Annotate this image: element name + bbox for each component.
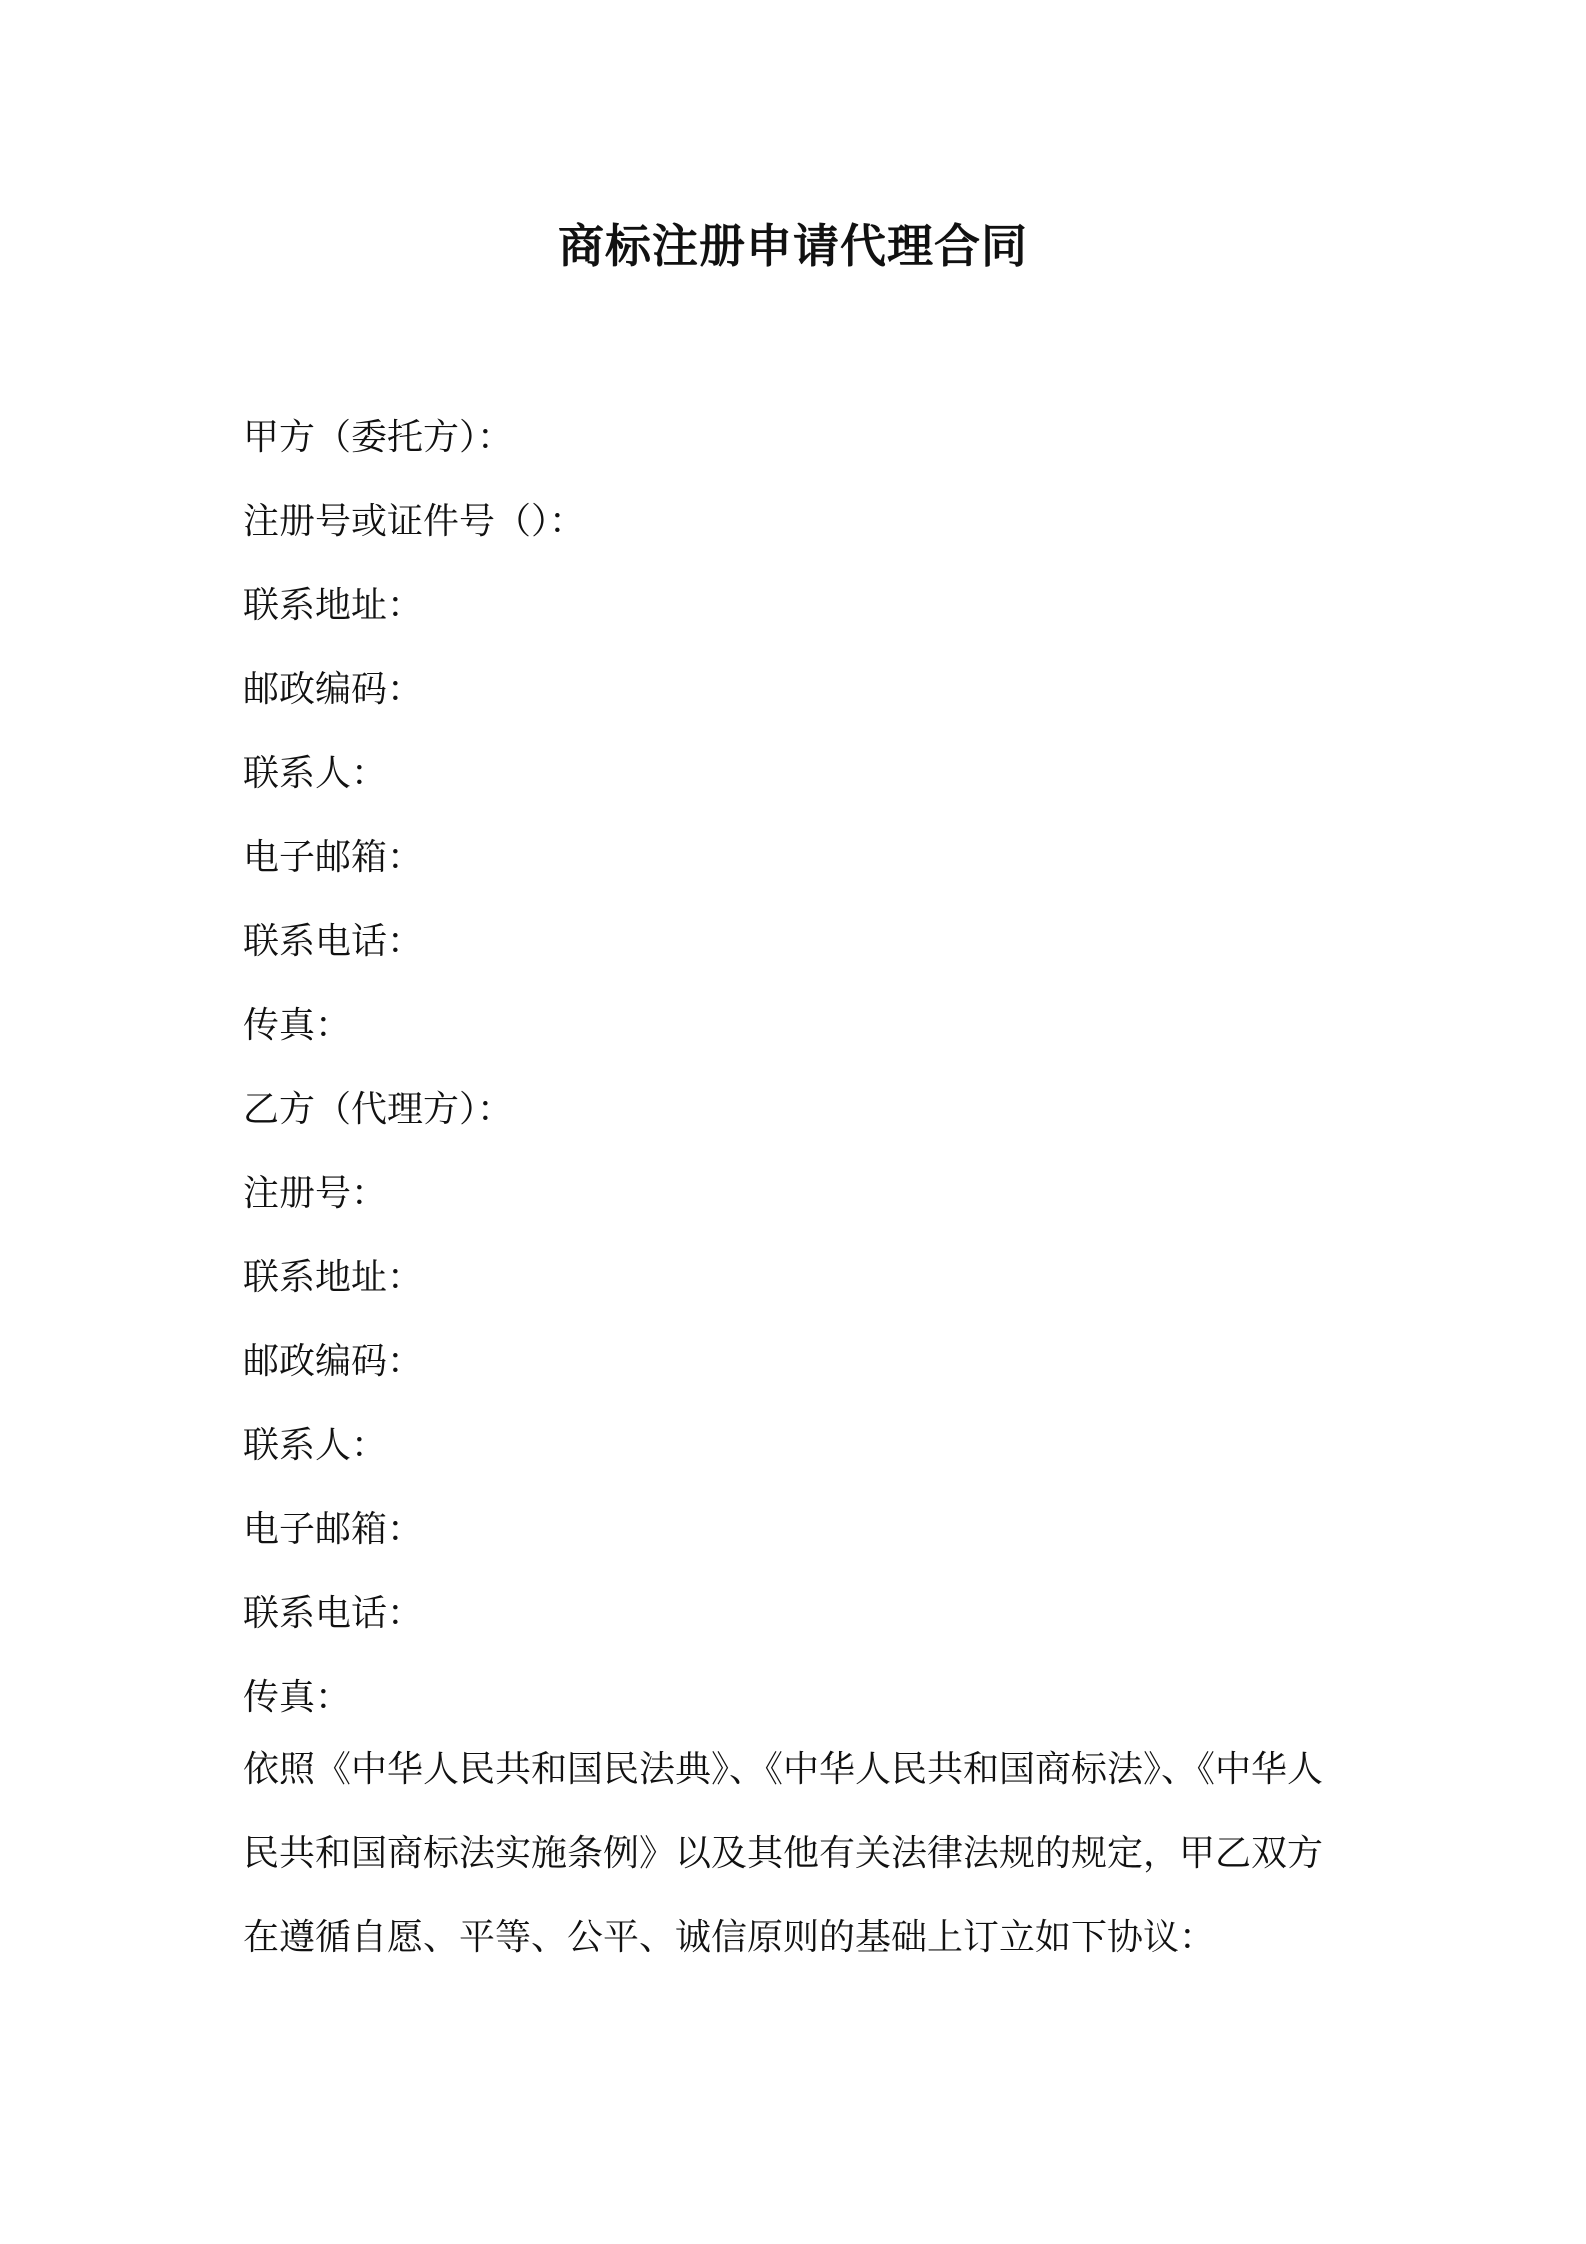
- party-a-registration-label: 注册号或证件号（）：: [243, 501, 586, 542]
- party-a-postcode-label: 邮政编码：: [243, 669, 424, 710]
- party-a-contact-label: 联系人：: [243, 753, 388, 794]
- party-b-fax-label: 传真：: [243, 1677, 352, 1718]
- preamble-line: 依照《中华人民共和国民法典》、《中华人民共和国商标法》、《中华人: [243, 1749, 1324, 1790]
- party-b-email-label: 电子邮箱：: [243, 1509, 424, 1550]
- party-b-postcode-label: 邮政编码：: [243, 1341, 424, 1382]
- preamble-line: 民共和国商标法实施条例》以及其他有关法律法规的规定，甲乙双方: [243, 1833, 1324, 1874]
- party-info-list: [243, 408, 585, 1752]
- agreement-preamble: [243, 1740, 1363, 1992]
- party-b-contact-label: 联系人：: [243, 1425, 388, 1466]
- party-b-registration-label: 注册号：: [243, 1173, 388, 1214]
- preamble-line: 在遵循自愿、平等、公平、诚信原则的基础上订立如下协议：: [243, 1917, 1216, 1958]
- party-a-phone-label: 联系电话：: [243, 921, 424, 962]
- party-b-address-label: 联系地址：: [243, 1257, 424, 1298]
- party-a-address-label: 联系地址：: [243, 585, 424, 626]
- party-a-email-label: 电子邮箱：: [243, 837, 424, 878]
- party-b-phone-label: 联系电话：: [243, 1593, 424, 1634]
- document-title: 商标注册申请代理合同: [558, 219, 1028, 273]
- party-b-heading: 乙方（代理方）：: [243, 1089, 514, 1130]
- party-a-heading: 甲方（委托方）：: [243, 417, 514, 458]
- party-a-fax-label: 传真：: [243, 1005, 352, 1046]
